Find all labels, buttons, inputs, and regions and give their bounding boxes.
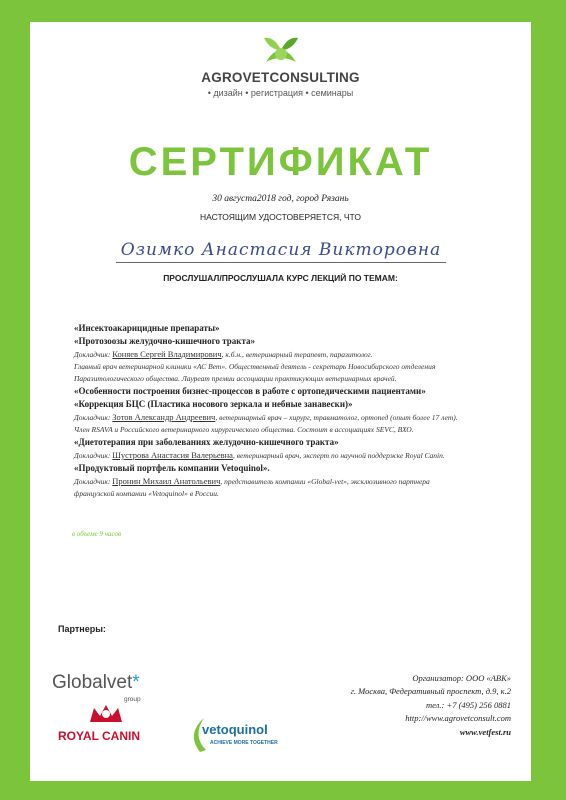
globalvet-star-icon: *: [132, 672, 140, 693]
name-underline: [116, 262, 446, 263]
organizer-name: Организатор: ООО «АВК»: [412, 673, 511, 683]
topic-title: «Диетотерапия при заболеваниях желудочно-кишечного тракта»: [74, 437, 339, 447]
brand-tagline: • дизайн • регистрация • семинары: [207, 88, 354, 98]
topic-title: «Протозоозы желудочно-кишечного тракта»: [74, 336, 255, 346]
organizer-block: [261, 672, 511, 739]
certifies-text: НАСТОЯЩИМ УДОСТОВЕРЯЕТСЯ, ЧТО: [200, 212, 361, 222]
certificate-title: СЕРТИФИКАТ: [128, 140, 433, 184]
topic-title: «Коррекция БЦС (Пластика носового зеркала и небные занавески)»: [74, 399, 353, 409]
lecturer-bio: , представитель компании «Global-vet», эксклюзивного партнера: [220, 477, 430, 486]
lecturer-bio: Главный врач ветеринарной клиники «АС Вет». Общественный деятель - секретарь Новосибирского отделения: [74, 362, 436, 371]
lecturer-line: [74, 475, 514, 488]
lecturer-name: Зотов Александр Андреевич: [112, 412, 216, 422]
royal-canin-logo: ROYAL CANIN: [58, 729, 141, 743]
lecturer-bio: , ветеринарный врач – хирург, травматолог, ортопед (опыт более 17 лет).: [215, 413, 458, 422]
organizer-website: http://www.agrovetconsult.com: [405, 713, 511, 724]
topic-title: «Инсектоакарицидные препараты»: [74, 323, 220, 333]
lecturer-prefix: Докладчик:: [74, 477, 111, 486]
topic-title: «Продуктовый портфель компании Vetoquinol».: [74, 463, 270, 473]
certificate-sheet: [30, 22, 531, 781]
apple-leaf-logo-icon: [256, 32, 306, 68]
lecturer-line: [74, 411, 514, 424]
brand-name: AGROVETCONSULTING: [201, 70, 360, 85]
lecturer-bio: Паразитологического общества. Лауреат премии ассоциации практикующих ветеринарных врачей.: [74, 374, 397, 383]
lecturer-line: [74, 348, 514, 361]
vetoquinol-logo: vetoquinol: [202, 722, 268, 737]
hours-text: в объеме 9 часов: [72, 530, 121, 538]
lecturer-bio: , к.б.н., ветеринарный терапевт, паразитолог.: [221, 350, 373, 359]
globalvet-logo: [52, 672, 140, 694]
participant-name: Озимко Анастасия Викторовна: [120, 240, 442, 260]
organizer-phone: тел.: +7 (495) 256 0881: [425, 699, 511, 710]
lecturer-name: Шустрова Анастасия Валерьевна: [112, 450, 233, 460]
lecturer-prefix: Докладчик:: [74, 413, 111, 422]
globalvet-group: group: [124, 696, 141, 703]
lecturer-name: Коняев Сергей Владимирович: [112, 349, 222, 359]
globalvet-name: Globalvet: [52, 672, 133, 693]
vetoquinol-tagline: ACHIEVE MORE TOGETHER: [210, 740, 278, 746]
date-place: 30 августа2018 год, город Рязань: [212, 194, 349, 204]
attended-text: ПРОСЛУШАЛ/ПРОСЛУШАЛА КУРС ЛЕКЦИЙ ПО ТЕМАМ:: [163, 273, 398, 283]
lecturer-bio: Член RSAVA и Российского ветеринарного хирургического общества. Состоит в ассоциациях SEVC, ВХО.: [74, 425, 414, 434]
lecturer-bio: французской компании «Vetoquinol» в России.: [74, 489, 219, 498]
lecturer-line: [74, 449, 514, 462]
lecturer-prefix: Докладчик:: [74, 451, 111, 460]
topic-title: «Особенности построения бизнес-процессов в работе с ортопедическими пациентами»: [74, 386, 426, 396]
lecturer-bio: , ветеринарный врач, эксперт по научной поддержке Royal Canin.: [232, 451, 445, 460]
partners-label: Партнеры:: [58, 624, 106, 634]
topics-list: [74, 322, 514, 500]
organizer-website-2: www.vetfest.ru: [459, 726, 511, 737]
organizer-address: г. Москва, Федеративный проспект, д.9, к.2: [350, 686, 511, 697]
lecturer-name: Пронин Михаил Анатольевич: [112, 476, 221, 486]
royal-canin-crown-icon: [86, 702, 126, 726]
lecturer-prefix: Докладчик:: [74, 350, 111, 359]
